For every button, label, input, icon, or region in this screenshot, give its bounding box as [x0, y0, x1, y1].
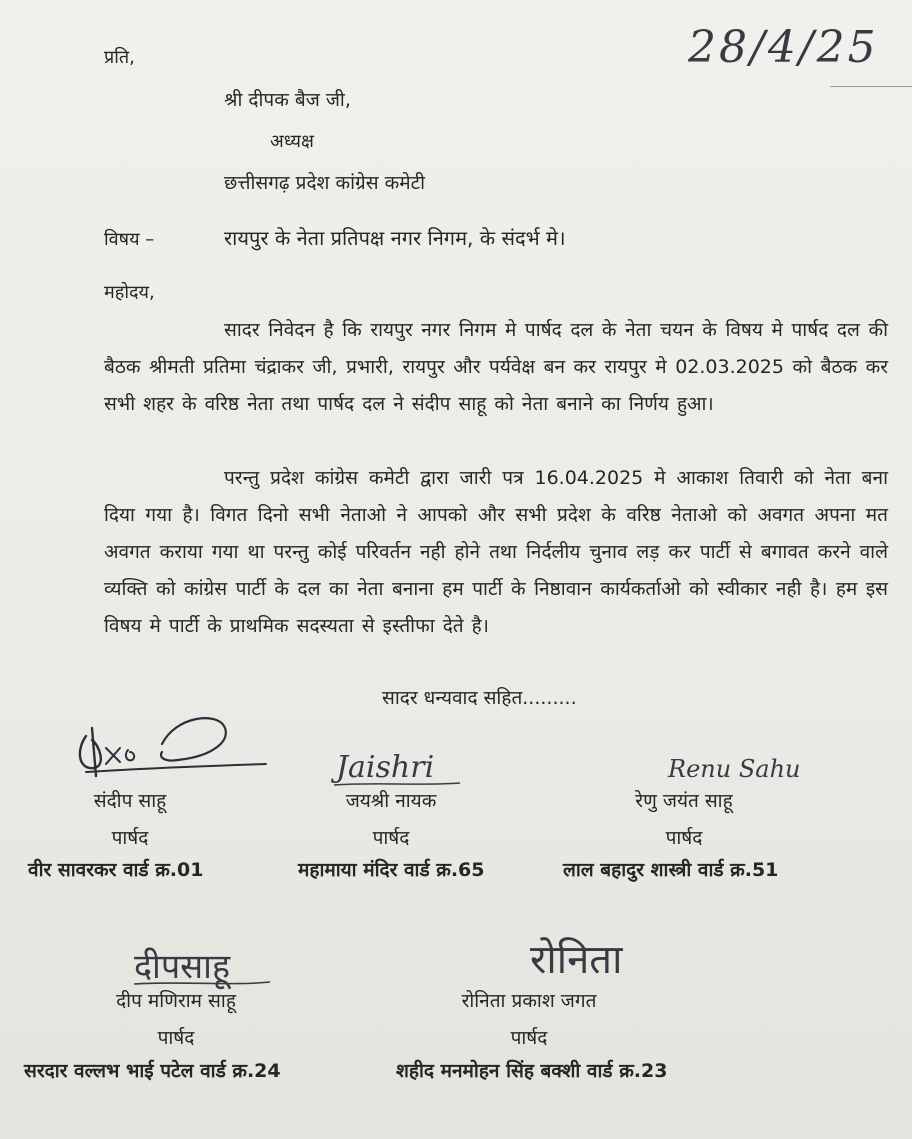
signatory-3-role: पार्षद — [665, 826, 703, 849]
signature-1 — [66, 706, 276, 786]
reference-underline — [830, 86, 912, 87]
signature-2-underline — [332, 780, 462, 790]
signature-3: Renu Sahu — [668, 755, 801, 783]
signatory-4-role: पार्षद — [157, 1026, 195, 1049]
signature-4: दीपसाहू — [134, 947, 231, 987]
subject-label: विषय – — [104, 229, 155, 250]
body-paragraph-1: सादर निवेदन है कि रायपुर नगर निगम मे पार्षद दल के नेता चयन के विषय मे पार्षद दल की बैठक श्रीमती प्रतिमा चंद्राकर जी, प्रभारी, रायपुर और पर्यवेक्ष बन कर रायपुर मे 02.03.2025 को बैठक कर सभी शहर के वरिष्ठ नेता तथा पार्षद दल ने संदीप साहू को नेता बनाने का निर्णय हुआ। — [104, 319, 888, 415]
signatory-2-ward: महामाया मंदिर वार्ड क्र.65 — [298, 859, 485, 881]
signatory-2-role: पार्षद — [372, 826, 410, 849]
signatory-2 — [306, 790, 476, 850]
signatory-5-ward: शहीद मनमोहन सिंह बक्शी वार्ड क्र.23 — [396, 1060, 668, 1082]
signatory-3 — [594, 790, 774, 850]
signatory-4-ward: सरदार वल्लभ भाई पटेल वार्ड क्र.24 — [24, 1060, 281, 1082]
signatory-4 — [86, 990, 266, 1050]
signatory-1-ward: वीर सावरकर वार्ड क्र.01 — [28, 859, 204, 881]
prati-label: प्रति, — [104, 47, 135, 68]
recipient-name: श्री दीपक बैज जी, — [224, 89, 351, 111]
signatory-5-name: रोनिता प्रकाश जगत — [461, 990, 597, 1012]
subject-text: रायपुर के नेता प्रतिपक्ष नगर निगम, के संदर्भ मे। — [224, 226, 566, 250]
signature-4-underline — [132, 978, 272, 990]
signatory-4-name: दीप मणिराम साहू — [116, 990, 236, 1012]
signatory-3-name: रेणु जयंत साहू — [635, 790, 733, 812]
recipient-designation: अध्यक्ष — [270, 131, 314, 152]
signatory-1-role: पार्षद — [111, 826, 149, 849]
signatory-5 — [434, 990, 624, 1050]
signature-5: रोनिता — [530, 937, 623, 983]
signatory-1 — [50, 790, 210, 850]
body-paragraph-2: परन्तु प्रदेश कांग्रेस कमेटी द्वारा जारी पत्र 16.04.2025 मे आकाश तिवारी को नेता बना दिया गया है। विगत दिनो सभी नेताओ ने आपको और सभी प्रदेश के वरिष्ठ नेताओ को अवगत अपना मत अवगत कराया गया था परन्तु कोई परिवर्तन नही होने तथा निर्दलीय चुनाव लड़ कर पार्टी से बगावत करने वाले व्यक्ति को कांग्रेस पार्टी के दल का नेता बनाना हम पार्टी के निष्ठावान कार्यकर्ताओ को स्वीकार नही है। हम इस विषय मे पार्टी के प्राथमिक सदस्यता से इस्तीफा देते है। — [104, 467, 888, 637]
closing-text: सादर धन्यवाद सहित......... — [382, 687, 577, 709]
signatory-2-name: जयश्री नायक — [345, 790, 437, 812]
signatory-1-name: संदीप साहू — [93, 790, 167, 812]
signatory-3-ward: लाल बहादुर शास्त्री वार्ड क्र.51 — [563, 859, 779, 881]
signatory-5-role: पार्षद — [510, 1026, 548, 1049]
handwritten-reference-number: 28/4/25 — [688, 22, 879, 73]
recipient-organization: छत्तीसगढ़ प्रदेश कांग्रेस कमेटी — [224, 172, 426, 194]
salutation: महोदय, — [104, 282, 155, 303]
signature-2: Jaishri — [336, 750, 435, 785]
